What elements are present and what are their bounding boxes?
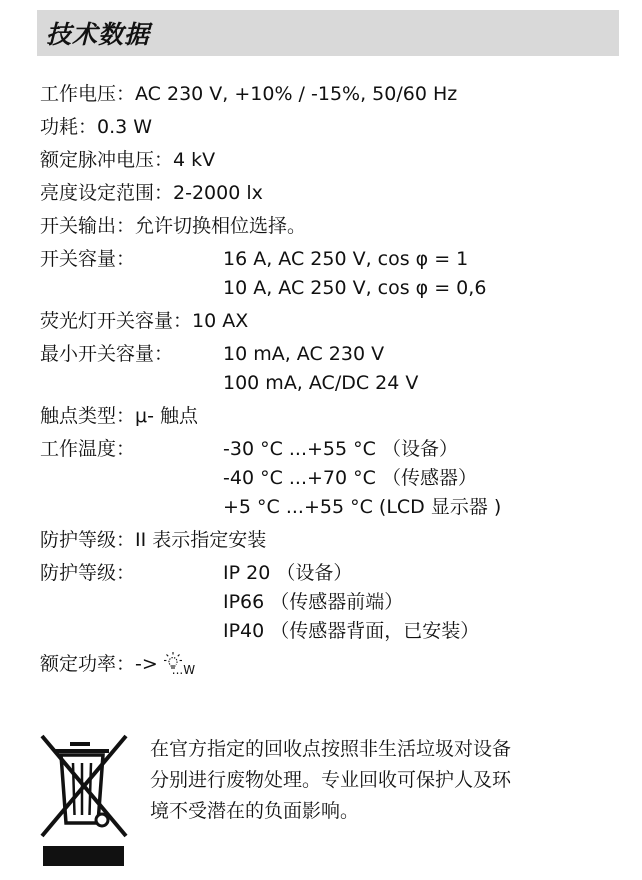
spec-output (40, 212, 620, 241)
spec-value: 16 A, AC 250 V, cos φ = 1 (223, 248, 469, 270)
spec-label: 防护等级： (40, 529, 136, 551)
spec-protection-class (40, 526, 620, 555)
bulb-icon (164, 651, 196, 679)
spec-value: 4 kV (173, 149, 216, 171)
spec-value: AC 230 V, +10% / -15%, 50/60 Hz (135, 83, 458, 105)
section-title: 技术数据 (46, 20, 151, 49)
spec-value: IP 20 （设备） (223, 562, 353, 584)
spec-label: 额定脉冲电压： (40, 149, 174, 171)
spec-temperature (40, 435, 620, 522)
spec-rated-power (40, 650, 620, 679)
spec-value: 2-2000 lx (173, 182, 263, 204)
spec-contact (40, 402, 620, 431)
spec-protection-rating (40, 559, 620, 646)
spec-value: μ- 触点 (135, 405, 198, 427)
disposal-black-bar (43, 846, 124, 866)
spec-voltage (40, 80, 620, 109)
spec-label: 荧光灯开关容量： (40, 310, 193, 332)
spec-brightness (40, 179, 620, 208)
spec-values (223, 340, 418, 398)
spec-capacity (40, 245, 620, 303)
disposal-text: 在官方指定的回收点按照非生活垃圾对设备 分别进行废物处理。专业回收可保护人及环 境不受潜在的负面影响。 (150, 738, 512, 822)
spec-label: 工作温度： (40, 438, 136, 460)
spec-value: IP66 （传感器前端） (223, 591, 404, 613)
spec-value: 10 A, AC 250 V, cos φ = 0,6 (223, 277, 487, 299)
spec-values (223, 245, 486, 303)
spec-value: II 表示指定安装 (135, 529, 267, 551)
spec-label: 开关容量： (40, 248, 136, 270)
spec-label: 工作电压： (40, 83, 136, 105)
spec-label: 亮度设定范围： (40, 182, 174, 204)
spec-value: 100 mA, AC/DC 24 V (223, 372, 419, 394)
spec-label: 开关输出： (40, 215, 136, 237)
spec-list (40, 80, 620, 679)
spec-value: +5 °C ...+55 °C (LCD 显示器 ) (223, 496, 502, 518)
spec-values (223, 559, 479, 646)
rated-power-value (135, 650, 196, 679)
spec-value: -30 °C ...+55 °C （设备） (223, 438, 458, 460)
section-title-bar (37, 10, 619, 56)
spec-min-capacity (40, 340, 620, 398)
spec-power (40, 113, 620, 142)
disposal-section (40, 730, 620, 870)
spec-label: 防护等级： (40, 562, 136, 584)
spec-value: 10 mA, AC 230 V (223, 343, 385, 365)
spec-label: 额定功率： (40, 653, 136, 675)
arrow-symbol: -> (135, 653, 158, 675)
spec-fluorescent (40, 307, 620, 336)
spec-value: 允许切换相位选择。 (135, 215, 307, 237)
spec-label: 最小开关容量： (40, 343, 174, 365)
spec-value: 0.3 W (97, 116, 153, 138)
bulb-suffix: ...W (171, 662, 196, 677)
spec-label: 触点类型： (40, 405, 136, 427)
spec-value: IP40 （传感器背面，已安装） (223, 620, 480, 642)
spec-label: 功耗： (40, 116, 98, 138)
crossed-out-bin-icon (40, 730, 128, 842)
spec-value: 10 AX (192, 310, 249, 332)
spec-impulse (40, 146, 620, 175)
spec-value: -40 °C ...+70 °C （传感器） (223, 467, 477, 489)
spec-values (223, 435, 501, 522)
